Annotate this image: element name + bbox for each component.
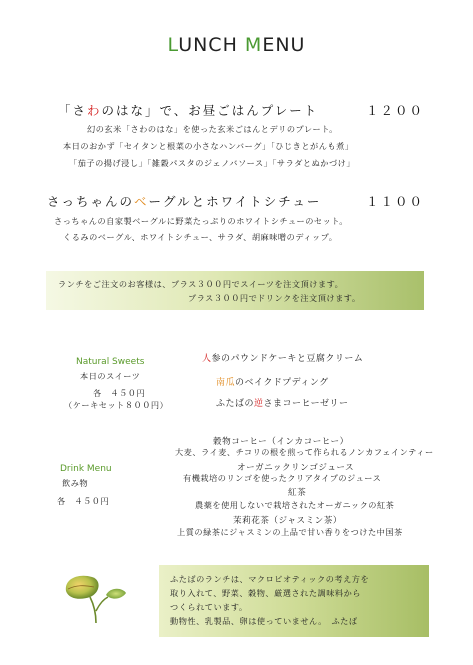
item2-heading <box>47 192 336 210</box>
item2-heading-post: ーグルとホワイトシチュー <box>148 194 336 209</box>
sweets-cake-price: （ケーキセット８００円） <box>64 400 169 410</box>
title-initial-l: L <box>167 34 179 56</box>
drink-sub: 飲み物 <box>62 478 89 488</box>
item1-desc-3: 「茄子の揚げ浸し」「雑穀パスタのジェノバソース」「サラダとぬかづけ」 <box>69 158 356 168</box>
sweets-item-1-text: 参のパウンドケーキと豆腐クリーム <box>211 354 364 364</box>
leaf-logo <box>60 571 138 629</box>
drink-price: 各 ４５０円 <box>57 496 110 506</box>
drink-tea-head: 紅茶 <box>288 488 307 498</box>
drink-label: Drink Menu <box>60 464 112 474</box>
item2-price: １１００ <box>366 194 425 209</box>
drink-jasmine-head: 茉莉花茶（ジャスミン茶） <box>233 516 342 526</box>
sweets-label: Natural Sweets <box>76 357 145 367</box>
title-word-menu: ENU <box>262 34 306 56</box>
page-title <box>0 34 473 56</box>
drink-apple-head: オーガニックリンゴジュース <box>237 463 355 473</box>
item1-desc-2: 本日のおかず「セイタンと根菜の小さなハンバーグ」「ひじきとがんも煮」 <box>63 141 354 151</box>
sweets-item-3-text: さまコーヒーゼリー <box>263 399 349 409</box>
footer-line-1: ふたばのランチは、マクロビオティックの考え方を <box>170 574 370 584</box>
sweets-item-2-text: のベイクドプディング <box>235 378 329 388</box>
item2-heading-accent: ベ <box>134 194 149 209</box>
item1-heading <box>58 101 333 119</box>
sweets-item-3-pre: ふたばの <box>216 399 255 409</box>
title-initial-m: M <box>244 34 263 56</box>
notice-line-2: プラス３００円でドリンクを注文頂けます。 <box>188 293 361 303</box>
drink-coffee-desc: 大麦、ライ麦、チコリの根を煎って作られるノンカフェインティー <box>175 447 434 457</box>
footer-line-2: 取り入れて、野菜、穀物、厳選された調味料から <box>170 588 361 598</box>
item1-desc-1: 幻の玄米「さわのはな」を使った玄米ごはんとデリのプレート。 <box>87 124 338 134</box>
item2-heading-pre: さっちゃんの <box>47 194 135 209</box>
drink-jasmine-desc: 上質の緑茶にジャスミンの上品で甘い香りをつけた中国茶 <box>177 527 403 537</box>
item2-desc-1: さっちゃんの自家製ベーグルに野菜たっぷりのホワイトシチューのセット。 <box>54 216 348 226</box>
sweets-item-3 <box>216 396 349 409</box>
item1-heading-post: のはな」で、お昼ごはんプレート <box>101 103 333 118</box>
title-word-lunch: UNCH <box>178 34 245 56</box>
sweets-item-3-accent: 逆 <box>254 399 264 409</box>
drink-apple-desc: 有機栽培のリンゴを使ったクリアタイプのジュース <box>183 473 382 483</box>
notice-band <box>46 271 424 310</box>
sweets-item-1 <box>202 351 363 364</box>
item1-heading-accent: わ <box>87 103 102 118</box>
drink-coffee-head: 穀物コーヒー（インカコーヒー） <box>213 437 349 447</box>
notice-line-1: ランチをご注文のお客様は、プラス３００円でスイーツを注文頂けます。 <box>58 279 344 289</box>
item1-price: １２００ <box>366 103 425 118</box>
sweets-item-2-accent: 南瓜 <box>216 378 236 388</box>
sweets-sub: 本日のスイーツ <box>80 371 141 381</box>
footer-line-4: 動物性、乳製品、卵は使っていません。 ふたば <box>170 616 358 626</box>
sweets-item-2 <box>216 375 329 388</box>
item1-heading-pre: 「さ <box>58 103 88 118</box>
sweets-item-1-accent: 人 <box>202 354 212 364</box>
drink-tea-desc: 農薬を使用しないで栽培されたオーガニックの紅茶 <box>195 500 395 510</box>
sweets-price: 各 ４５０円 <box>93 388 146 398</box>
footer-line-3: つくられています。 <box>170 602 248 612</box>
item2-desc-2: くるみのベーグル、ホワイトシチュー、サラダ、胡麻味噌のディップ。 <box>63 232 338 242</box>
